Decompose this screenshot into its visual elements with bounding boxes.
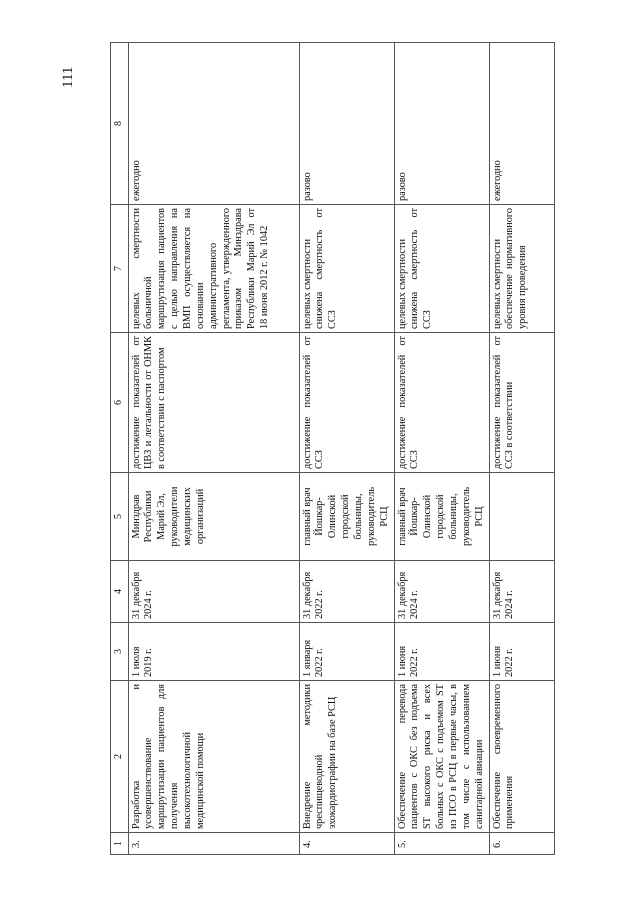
header-cell: 7 bbox=[111, 205, 129, 333]
row-number: 3. bbox=[128, 833, 299, 855]
effect-text: маршрутизация пациентов с целью направления на ВМП осуществляется на основании административного регламента, утвержденного приказом Минздрава Республики Марий Эл от 18 июня 2012 г. № 1042 bbox=[156, 208, 271, 329]
result-text: достижение показателей от ССЗ в соответствии bbox=[491, 336, 516, 469]
table-row bbox=[128, 43, 299, 855]
page-number: 111 bbox=[60, 66, 76, 88]
target-text: целевых смертности больничной bbox=[130, 208, 155, 329]
result-cell bbox=[128, 333, 299, 473]
measure-cell: Внедрение методики чреспищеводной эхокардиографии на базе РСЦ bbox=[299, 681, 394, 833]
start-date-cell: 1 января 2022 г. bbox=[299, 623, 394, 681]
header-cell: 3 bbox=[111, 623, 129, 681]
row-number: 5. bbox=[394, 833, 489, 855]
header-cell: 6 bbox=[111, 333, 129, 473]
effect-text: снижена смертность от ССЗ bbox=[409, 208, 434, 329]
measures-table bbox=[110, 42, 555, 855]
end-date-cell: 31 декабря 2024 г. bbox=[128, 561, 299, 623]
effect-text: снижена смертность от ССЗ bbox=[314, 208, 339, 329]
target-text: целевых смертности bbox=[491, 239, 503, 329]
measure-cell: Разработка и усовершенствование маршрутизации пациентов для получения высокотехнологичной медицинской помощи bbox=[128, 681, 299, 833]
row-number: 6. bbox=[489, 833, 554, 855]
table-row bbox=[394, 43, 489, 855]
target-text: целевых смертности bbox=[396, 239, 408, 329]
responsible-cell: Минздрав Республики Марий Эл, руководители медицинских организаций bbox=[128, 473, 299, 561]
table-row bbox=[299, 43, 394, 855]
result-text: достижение показателей от ЦВЗ и летальности от ОНМК в соответствии с паспортом bbox=[130, 336, 168, 469]
target-text: целевых смертности bbox=[301, 239, 313, 329]
row-number: 4. bbox=[299, 833, 394, 855]
header-cell: 1 bbox=[111, 833, 129, 855]
start-date-cell: 1 июня 2022 г. bbox=[489, 623, 554, 681]
header-cell: 8 bbox=[111, 43, 129, 205]
effect-cell bbox=[394, 205, 489, 333]
result-cell bbox=[489, 333, 554, 473]
table-row bbox=[489, 43, 554, 855]
result-cell bbox=[299, 333, 394, 473]
header-cell: 2 bbox=[111, 681, 129, 833]
end-date-cell: 31 декабря 2024 г. bbox=[394, 561, 489, 623]
effect-cell bbox=[489, 205, 554, 333]
result-cell bbox=[394, 333, 489, 473]
responsible-cell: главный врач Йошкар-Олинской городской больницы, руководитель РСЦ bbox=[394, 473, 489, 561]
header-cell: 5 bbox=[111, 473, 129, 561]
measure-cell: Обеспечение своевременного применения bbox=[489, 681, 554, 833]
end-date-cell: 31 декабря 2022 г. bbox=[299, 561, 394, 623]
frequency-cell: ежегодно bbox=[128, 43, 299, 205]
start-date-cell: 1 июня 2022 г. bbox=[394, 623, 489, 681]
rotated-table-page bbox=[110, 43, 529, 855]
end-date-cell: 31 декабря 2024 г. bbox=[489, 561, 554, 623]
effect-text: обеспечение нормативного уровня проведения bbox=[504, 208, 529, 329]
responsible-cell: главный врач Йошкар-Олинской городской больницы, руководитель РСЦ bbox=[299, 473, 394, 561]
result-text: достижение показателей от ССЗ bbox=[396, 336, 421, 469]
effect-cell bbox=[299, 205, 394, 333]
header-row bbox=[111, 43, 129, 855]
frequency-cell: разово bbox=[299, 43, 394, 205]
header-cell: 4 bbox=[111, 561, 129, 623]
measure-cell: Обеспечение перевода пациентов с ОКС без подъема ST высокого риска и всех больных с ОКС с подъемом ST из ПСО в РСЦ в первые часы, в том числе с использованием санитарной авиации bbox=[394, 681, 489, 833]
frequency-cell: ежегодно bbox=[489, 43, 554, 205]
effect-cell bbox=[128, 205, 299, 333]
responsible-cell bbox=[489, 473, 554, 561]
frequency-cell: разово bbox=[394, 43, 489, 205]
result-text: достижение показателей от ССЗ bbox=[301, 336, 326, 469]
start-date-cell: 1 июля 2019 г. bbox=[128, 623, 299, 681]
